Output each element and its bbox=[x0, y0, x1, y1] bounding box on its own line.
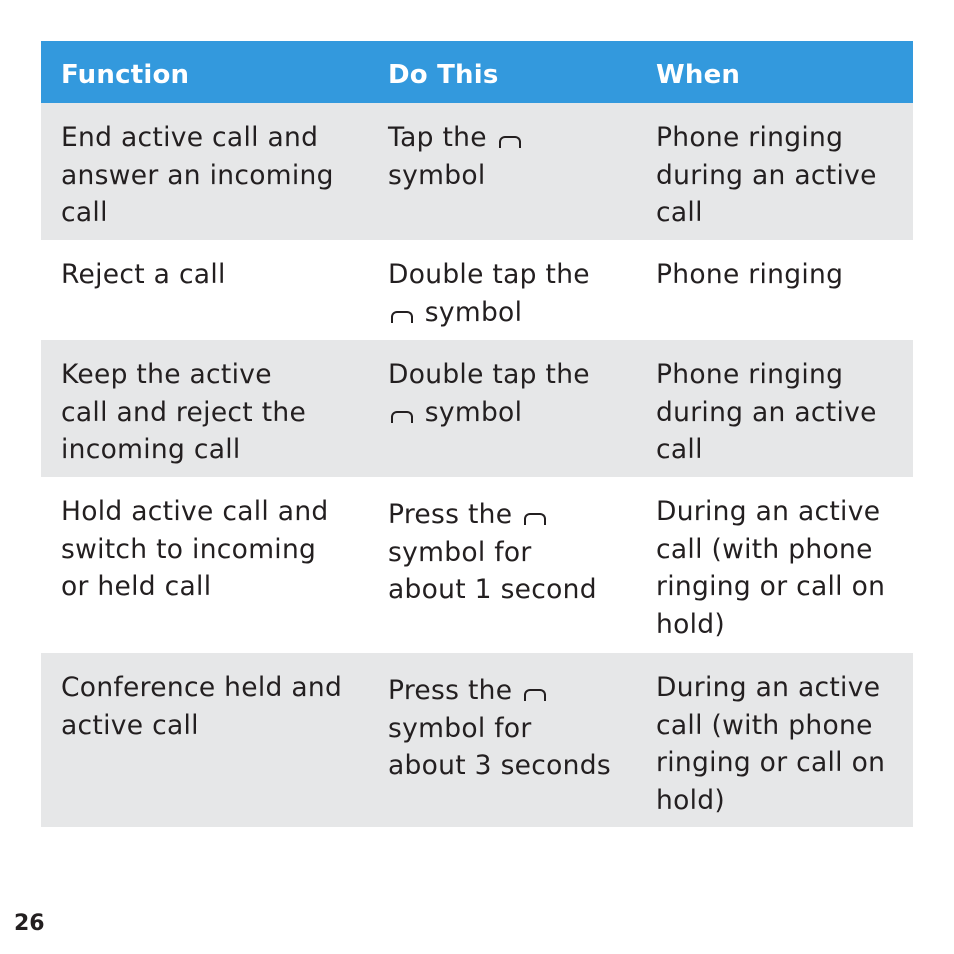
do-this-cell bbox=[388, 356, 648, 431]
call-functions-table bbox=[41, 41, 913, 827]
page-number: 26 bbox=[14, 911, 45, 936]
do-this-text: Press the bbox=[388, 675, 513, 706]
function-cell: End active call and answer an incoming call bbox=[61, 122, 334, 228]
do-this-text: Double tap the bbox=[388, 359, 590, 390]
do-this-text: symbol bbox=[388, 159, 486, 191]
header-function: Function bbox=[61, 60, 190, 90]
do-this-text: symbol bbox=[424, 296, 523, 328]
table-row bbox=[41, 340, 913, 477]
do-this-text: symbol for about 3 seconds bbox=[388, 712, 611, 781]
function-cell: Conference held and active call bbox=[61, 672, 343, 741]
call-button-icon bbox=[391, 311, 413, 323]
header-when: When bbox=[656, 60, 741, 90]
when-cell: Phone ringing during an active call bbox=[656, 359, 877, 465]
header-do-this: Do This bbox=[388, 60, 499, 90]
call-button-icon bbox=[499, 136, 521, 148]
function-cell: Keep the active call and reject the incoming call bbox=[61, 359, 307, 465]
do-this-cell bbox=[388, 119, 648, 194]
do-this-cell bbox=[388, 496, 648, 609]
do-this-text: symbol bbox=[424, 396, 523, 428]
table-row bbox=[41, 240, 913, 340]
do-this-text: Tap the bbox=[388, 122, 487, 153]
when-cell: Phone ringing during an active call bbox=[656, 122, 877, 228]
do-this-text: Press the bbox=[388, 499, 513, 530]
table-row bbox=[41, 103, 913, 240]
do-this-text: symbol for about 1 second bbox=[388, 536, 597, 605]
do-this-text: Double tap the bbox=[388, 259, 590, 290]
do-this-cell bbox=[388, 672, 648, 785]
table-row bbox=[41, 653, 913, 827]
call-button-icon bbox=[524, 513, 546, 525]
table-row bbox=[41, 477, 913, 653]
when-cell: Phone ringing bbox=[656, 259, 844, 290]
call-button-icon bbox=[524, 689, 546, 701]
function-cell: Reject a call bbox=[61, 259, 226, 290]
table-header bbox=[41, 41, 913, 103]
call-button-icon bbox=[391, 411, 413, 423]
function-cell: Hold active call and switch to incoming or held call bbox=[61, 496, 329, 602]
do-this-cell bbox=[388, 256, 648, 331]
when-cell: During an active call (with phone ringing or call on hold) bbox=[656, 672, 886, 816]
when-cell: During an active call (with phone ringing or call on hold) bbox=[656, 496, 886, 640]
